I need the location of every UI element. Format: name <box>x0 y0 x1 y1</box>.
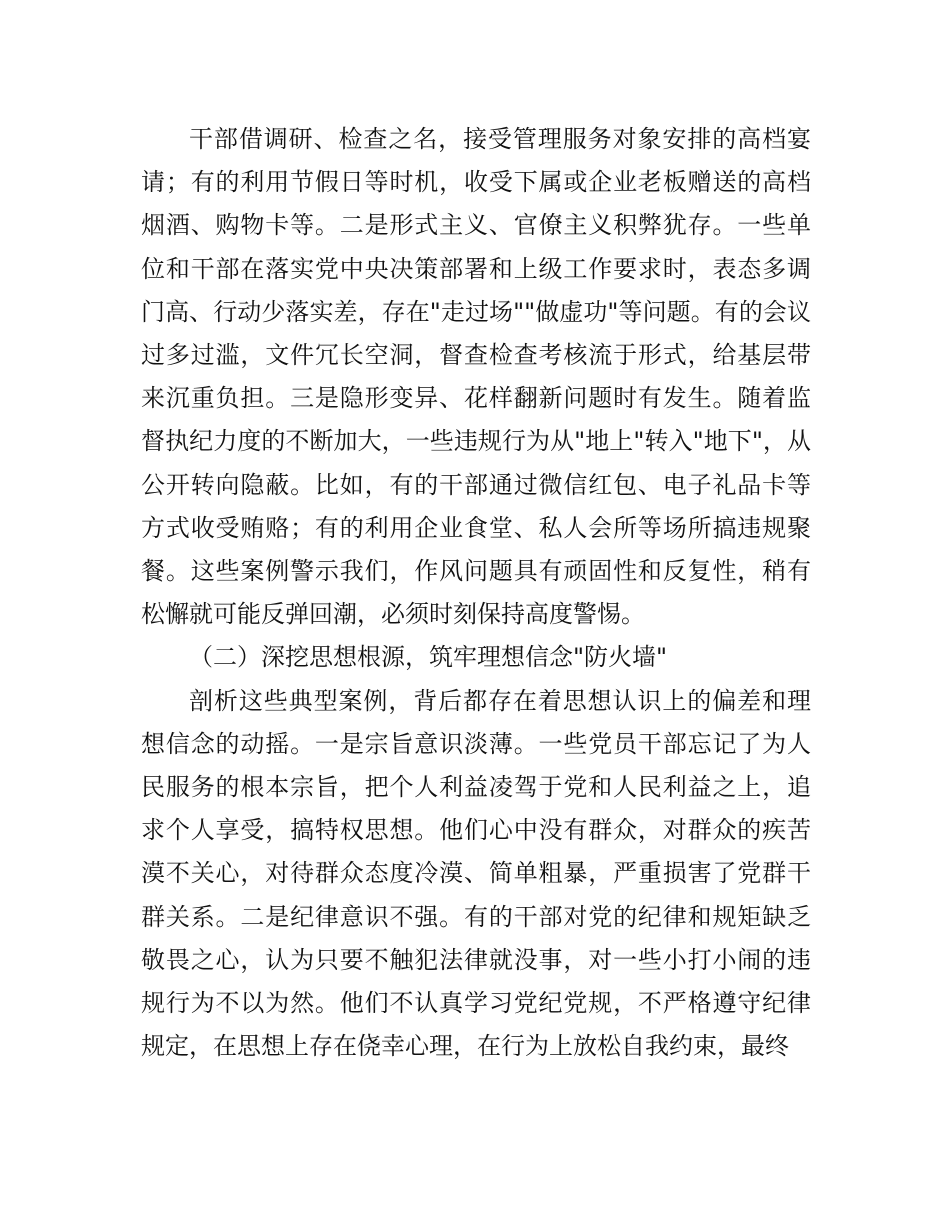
body-paragraph: 剖析这些典型案例，背后都存在着思想认识上的偏差和理想信念的动摇。一是宗旨意识淡薄。一些党员干部忘记了为人民服务的根本宗旨，把个人利益凌驾于党和人民利益之上，追求个人享受，搞特权思想。他们心中没有群众，对群众的疾苦漠不关心，对待群众态度冷漠、简单粗暴，严重损害了党群干群关系。二是纪律意识不强。有的干部对党的纪律和规矩缺乏敬畏之心，认为只要不触犯法律就没事，对一些小打小闹的违规行为不以为然。他们不认真学习党纪党规，不严格遵守纪律规定，在思想上存在侥幸心理，在行为上放松自我约束，最终 <box>141 686 811 1061</box>
section-heading: （二）深挖思想根源，筑牢理想信念"防火墙" <box>189 643 668 672</box>
body-paragraph: 干部借调研、检查之名，接受管理服务对象安排的高档宴请；有的利用节假日等时机，收受下属或企业老板赠送的高档烟酒、购物卡等。二是形式主义、官僚主义积弊犹存。一些单位和干部在落实党中央决策部署和上级工作要求时，表态多调门高、行动少落实差，存在"走过场""做虚功"等问题。有的会议过多过滥，文件冗长空洞，督查检查考核流于形式，给基层带来沉重负担。三是隐形变异、花样翻新问题时有发生。随着监督执纪力度的不断加大，一些违规行为从"地上"转入"地下"，从公开转向隐蔽。比如，有的干部通过微信红包、电子礼品卡等方式收受贿赂；有的利用企业食堂、私人会所等场所搞违规聚餐。这些案例警示我们，作风问题具有顽固性和反复性，稍有松懈就可能反弹回潮，必须时刻保持高度警惕。 <box>141 125 811 629</box>
document-body <box>141 118 811 1068</box>
